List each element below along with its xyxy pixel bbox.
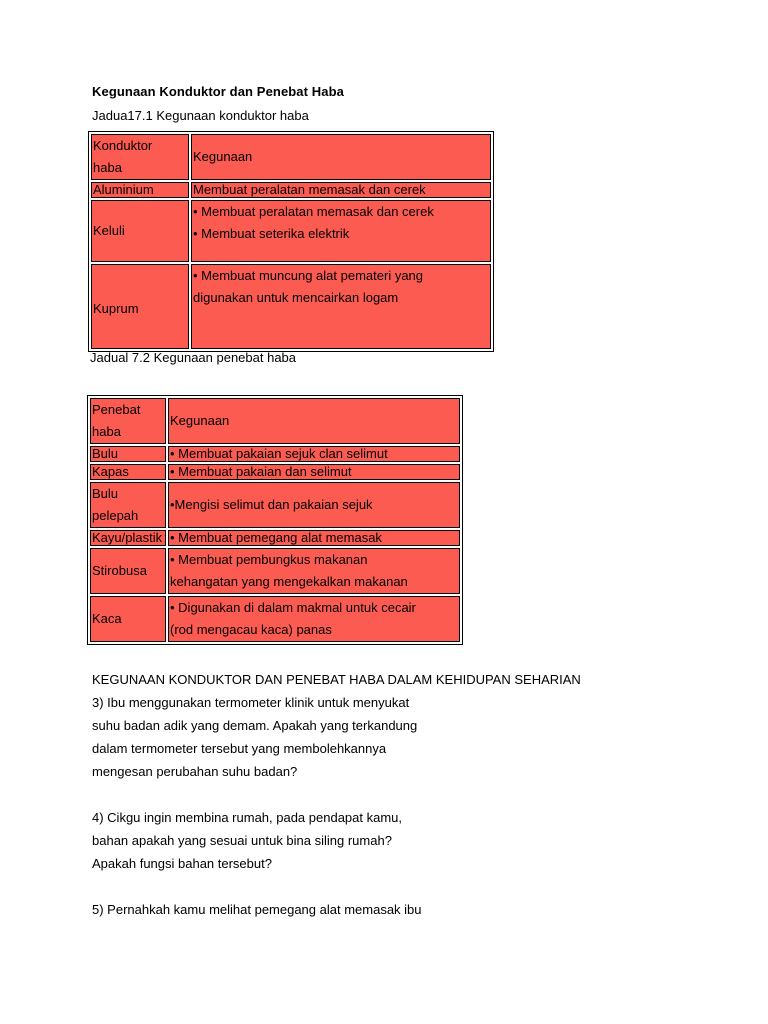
use-cell: •Mengisi selimut dan pakaian sejuk (168, 482, 460, 528)
use-cell (168, 596, 460, 642)
question-5-line: 5) Pernahkah kamu melihat pemegang alat memasak ibu (92, 902, 422, 917)
use-line: kehangatan yang mengekalkan makanan (170, 574, 408, 589)
spacer (92, 783, 581, 806)
material-cell: Keluli (91, 200, 189, 262)
question-4-line: bahan apakah yang sesuai untuk bina siling rumah? (92, 833, 392, 848)
header-cell-material (91, 134, 189, 180)
header-text: haba (92, 424, 121, 439)
question-4-line: 4) Cikgu ingin membina rumah, pada pendapat kamu, (92, 810, 403, 825)
table-row (90, 530, 460, 546)
use-cell (191, 264, 491, 349)
use-cell: Membuat peralatan memasak dan cerek (191, 182, 491, 198)
use-cell (168, 548, 460, 594)
material-cell: Kapas (90, 464, 166, 480)
spacer (92, 875, 581, 898)
material-cell: Kaca (90, 596, 166, 642)
material-cell: Aluminium (91, 182, 189, 198)
header-cell-material (90, 398, 166, 444)
page-title: Kegunaan Konduktor dan Penebat Haba (92, 84, 344, 99)
table-row (90, 548, 460, 594)
table2-caption: Jadual 7.2 Kegunaan penebat haba (90, 350, 297, 365)
use-line: (rod mengacau kaca) panas (170, 622, 332, 637)
material-cell: Bulu (90, 446, 166, 462)
material-cell (90, 482, 166, 528)
use-line: digunakan untuk mencairkan logam (193, 290, 399, 305)
material-line: pelepah (92, 508, 139, 523)
use-cell: • Membuat pakaian dan selimut (168, 464, 460, 480)
table-row (90, 464, 460, 480)
table-header-row (91, 134, 491, 180)
table-row (90, 596, 460, 642)
use-cell: • Membuat pakaian sejuk clan selimut (168, 446, 460, 462)
use-line: • Digunakan di dalam makmal untuk cecair (170, 600, 416, 615)
header-text: Penebat (92, 402, 141, 417)
insulator-table (87, 395, 463, 645)
use-line: • Membuat peralatan memasak dan cerek (193, 204, 434, 219)
table-row (91, 182, 491, 198)
question-3-line: 3) Ibu menggunakan termometer klinik untuk menyukat (92, 695, 410, 710)
question-3-line: dalam termometer tersebut yang membolehkannya (92, 741, 387, 756)
use-line: • Membuat pembungkus makanan (170, 552, 368, 567)
material-cell: Stirobusa (90, 548, 166, 594)
use-line: • Membuat muncung alat pemateri yang (193, 268, 424, 283)
use-cell: • Membuat pemegang alat memasak (168, 530, 460, 546)
table1-caption: Jadua17.1 Kegunaan konduktor haba (92, 108, 309, 123)
header-text: haba (93, 160, 122, 175)
section-heading: KEGUNAAN KONDUKTOR DAN PENEBAT HABA DALAM KEHIDUPAN SEHARIAN (92, 672, 581, 687)
material-line: Bulu (92, 486, 119, 501)
use-line: • Membuat seterika elektrik (193, 226, 350, 241)
header-text: Konduktor (93, 138, 153, 153)
table-row (91, 264, 491, 349)
use-cell (191, 200, 491, 262)
section-body (92, 668, 581, 921)
table-row (90, 482, 460, 528)
question-3-line: mengesan perubahan suhu badan? (92, 764, 298, 779)
table-row (91, 200, 491, 262)
table-row (90, 446, 460, 462)
material-cell: Kayu/plastik (90, 530, 166, 546)
conductor-table (88, 131, 494, 352)
table-header-row (90, 398, 460, 444)
header-cell-use: Kegunaan (168, 398, 460, 444)
question-4-line: Apakah fungsi bahan tersebut? (92, 856, 272, 871)
question-3-line: suhu badan adik yang demam. Apakah yang terkandung (92, 718, 418, 733)
material-cell: Kuprum (91, 264, 189, 349)
header-cell-use: Kegunaan (191, 134, 491, 180)
